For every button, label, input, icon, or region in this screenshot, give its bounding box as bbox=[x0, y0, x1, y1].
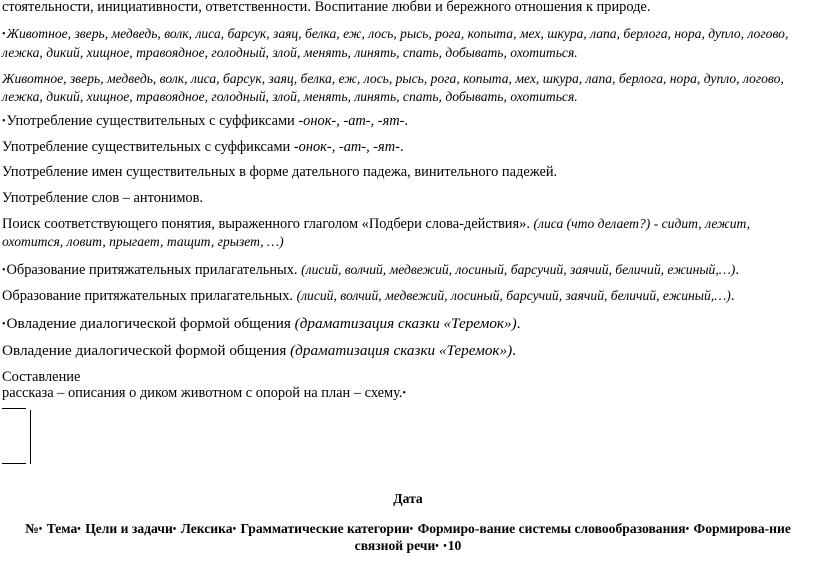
bullet-icon: • bbox=[443, 541, 447, 552]
story-line1: Составление bbox=[2, 369, 81, 385]
table-rule-vertical bbox=[30, 410, 31, 464]
search-paragraph: Поиск соответствующего понятия, выраженного глаголом «Подбери слова-действия». (лиса (что делает?) - сидит, лежит, охотится, ловит, прыгает, тащит, грызет, …) bbox=[2, 216, 751, 249]
date-label: Дата bbox=[393, 491, 423, 506]
antonyms-paragraph: Употребление слов – антонимов. bbox=[2, 190, 204, 206]
paragraph-top bbox=[2, 0, 650, 16]
vocab-plain bbox=[2, 70, 812, 106]
table-header-line2: связной речи• •10 bbox=[354, 538, 462, 553]
bullet-icon: • bbox=[685, 524, 690, 535]
vocab-text-2: Животное, зверь, медведь, волк, лиса, барсук, заяц, белка, еж, лось, рысь, рога, копыта, мех, шкура, лапа, берлога, нора, дупло, логово, лежка, дикий, хищное, травоядное, голодный, злой, менять, линять, спать, добывать, охотиться. bbox=[2, 71, 784, 104]
bullet-icon: • bbox=[172, 524, 177, 535]
bullet-icon: • bbox=[402, 388, 407, 399]
bullet-icon: • bbox=[2, 319, 6, 330]
bullet-icon: • bbox=[232, 524, 237, 535]
bullet-icon: • bbox=[77, 524, 81, 535]
bullet-icon: • bbox=[2, 29, 6, 40]
possessive-bulleted: •Образование притяжательных прилагательных. (лисий, волчий, медвежий, лосиный, барсучий, заячий, беличий, ежиный,…). bbox=[2, 262, 739, 278]
bullet-icon: • bbox=[2, 116, 6, 127]
vocab-text: Животное, зверь, медведь, волк, лиса, барсук, заяц, белка, еж, лось, рысь, рога, копыта, мех, шкура, лапа, берлога, нора, дупло, логово, лежка, дикий, хищное, травоядное, голодный, злой, менять, линять, спать, добывать, охотиться. bbox=[2, 26, 789, 60]
dialogue-plain: Овладение диалогической формой общения (драматизация сказки «Теремок»). bbox=[2, 342, 516, 359]
suffix-plain: Употребление существительных с суффиксами -онок-, -ат-, -ят-. bbox=[2, 139, 404, 155]
table-rule-bottom bbox=[2, 463, 26, 464]
bullet-icon: • bbox=[38, 524, 43, 535]
possessive-plain: Образование притяжательных прилагательных. (лисий, волчий, медвежий, лосиный, барсучий, заячий, беличий, ежиный,…). bbox=[2, 288, 735, 304]
bullet-icon: • bbox=[409, 524, 414, 535]
bullet-icon: • bbox=[435, 541, 439, 552]
vocab-bulleted bbox=[2, 25, 812, 62]
dative-paragraph: Употребление имен существительных в форме дательного падежа, винительного падежей. bbox=[2, 164, 558, 180]
table-header-line1: №• Тема• Цели и задачи• Лексика• Грамматические категории• Формиро-вание системы словообразования• Формирова-ние bbox=[25, 521, 791, 536]
dialogue-bulleted: •Овладение диалогической формой общения (драматизация сказки «Теремок»). bbox=[2, 315, 521, 332]
bullet-icon: • bbox=[2, 265, 6, 276]
table-rule-top bbox=[2, 408, 26, 409]
suffix-bulleted: •Употребление существительных с суффиксами -онок-, -ат-, -ят-. bbox=[2, 113, 409, 129]
text-top: стоятельности, инициативности, ответственности. Воспитание любви и бережного отношения к природе. bbox=[2, 0, 651, 15]
story-line2: рассказа – описания о диком животном с опорой на план – схему.• bbox=[2, 385, 407, 401]
